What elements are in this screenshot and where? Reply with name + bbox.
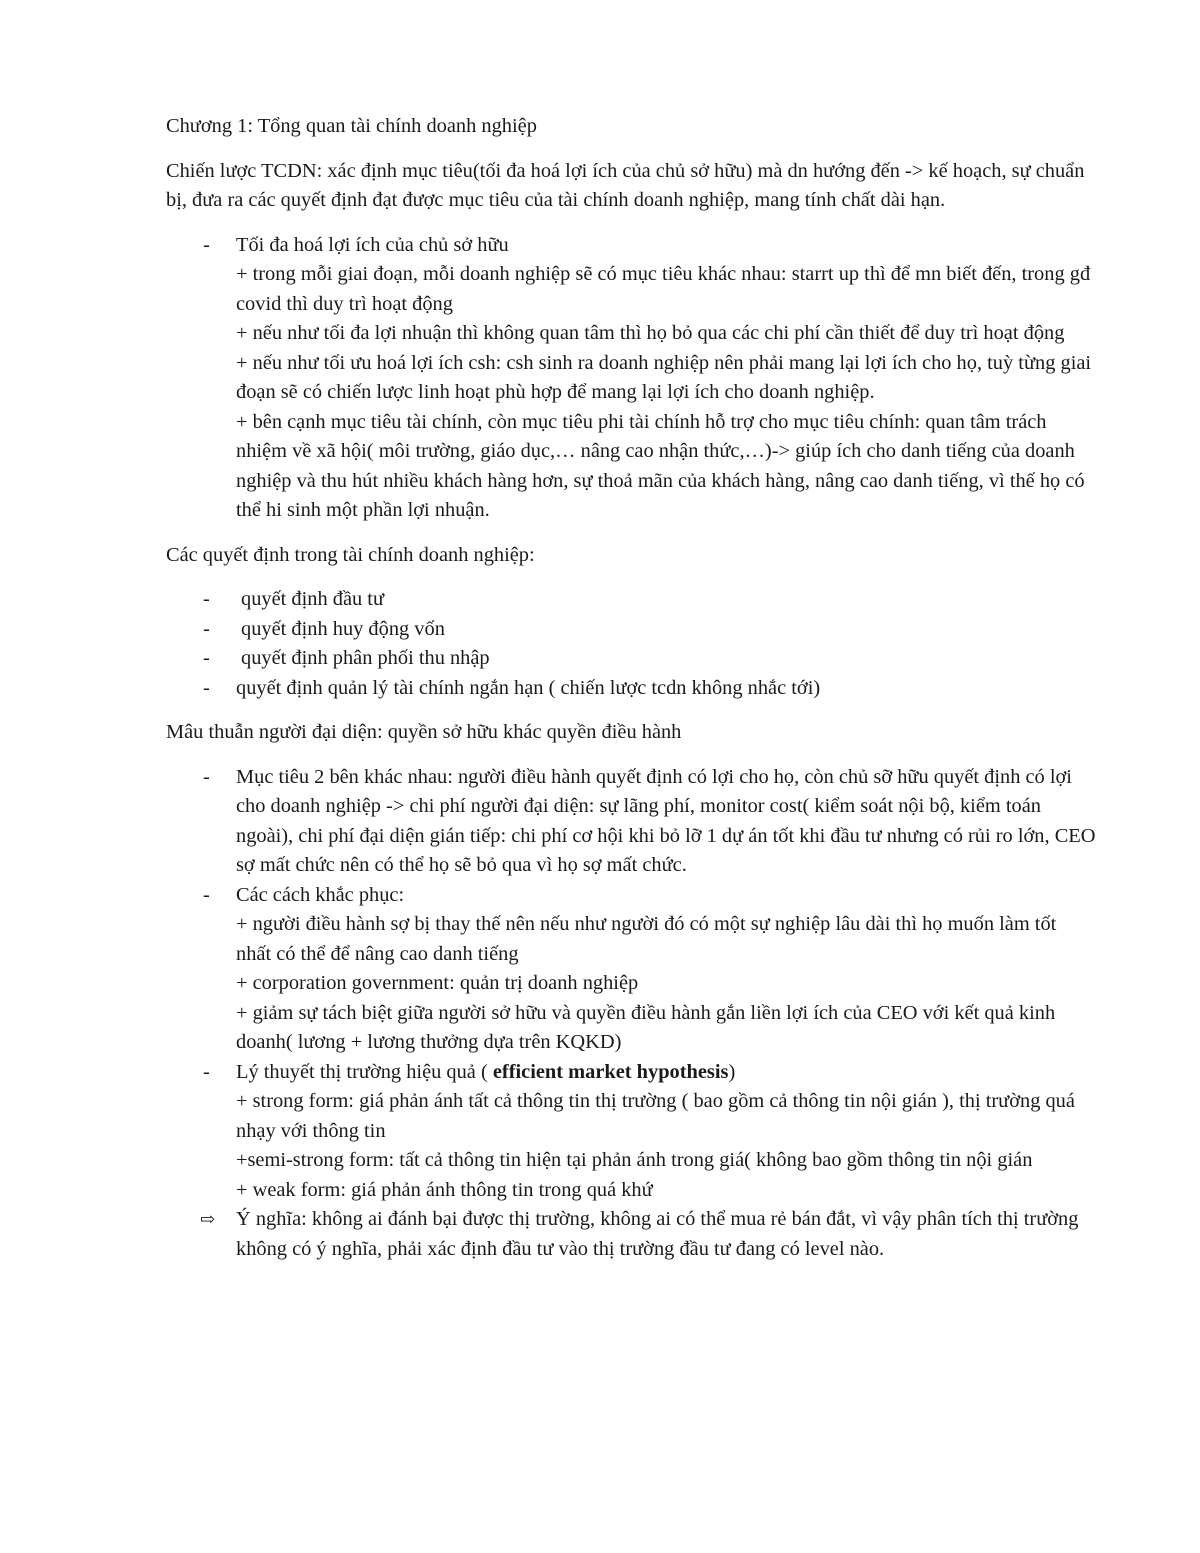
list-item bbox=[166, 615, 1096, 645]
dash-marker: - bbox=[203, 233, 210, 256]
list-item bbox=[166, 1058, 1096, 1206]
goal-list bbox=[166, 231, 1096, 526]
dash-marker: - bbox=[203, 588, 210, 610]
list-item bbox=[166, 881, 1096, 1058]
agency-list bbox=[166, 763, 1096, 1265]
decisions-list bbox=[166, 585, 1096, 703]
conclusion-text: Ý nghĩa: không ai đánh bại được thị trường, không ai có thể mua rẻ bán đắt, vì vậy phân tích thị trường không có ý nghĩa, phải xác định đầu tư vào thị trường đầu tư đang có level nào. bbox=[236, 1208, 1079, 1260]
dash-marker: - bbox=[203, 647, 210, 669]
list-item-heading: Các cách khắc phục: bbox=[236, 883, 405, 906]
list-item-heading: Tối đa hoá lợi ích của chủ sở hữu bbox=[236, 233, 509, 256]
sub-point: + người điều hành sợ bị thay thế nên nếu như người đó có một sự nghiệp lâu dài thì họ muốn làm tốt nhất có thể để nâng cao danh tiếng bbox=[236, 913, 1057, 965]
list-item bbox=[166, 674, 1096, 704]
sub-point: + nếu như tối ưu hoá lợi ích csh: csh sinh ra doanh nghiệp nên phải mang lại lợi ích cho họ, tuỳ từng giai đoạn sẽ có chiến lược linh hoạt phù hợp để mang lại lợi ích cho doanh nghiệp. bbox=[236, 351, 1092, 403]
agency-heading: Mâu thuẫn người đại diện: quyền sở hữu khác quyền điều hành bbox=[166, 721, 682, 743]
list-item bbox=[166, 1205, 1096, 1264]
sub-point: +semi-strong form: tất cả thông tin hiện tại phản ánh trong giá( không bao gồm thông tin nội gián bbox=[236, 1149, 1033, 1171]
list-item-text: quyết định đầu tư bbox=[241, 588, 385, 610]
sub-point: + giảm sự tách biệt giữa người sở hữu và quyền điều hành gắn liền lợi ích của CEO với kết quả kinh doanh( lương + lương thưởng dựa trên KQKD) bbox=[236, 1001, 1056, 1053]
emh-heading-bold: efficient market hypothesis bbox=[492, 1060, 729, 1083]
list-item-heading bbox=[236, 1058, 1096, 1088]
emh-heading-post: ) bbox=[728, 1060, 736, 1083]
dash-marker: - bbox=[203, 676, 210, 699]
list-item-text: quyết định huy động vốn bbox=[241, 617, 445, 640]
list-item bbox=[166, 644, 1096, 674]
dash-marker: - bbox=[203, 1060, 210, 1083]
list-item bbox=[166, 585, 1096, 615]
chapter-title: Chương 1: Tổng quan tài chính doanh nghiệp bbox=[166, 115, 537, 137]
sub-point: + corporation government: quản trị doanh nghiệp bbox=[236, 972, 639, 994]
emh-heading-pre: Lý thuyết thị trường hiệu quả ( bbox=[236, 1060, 493, 1083]
arrow-icon: ⇨ bbox=[200, 1209, 216, 1229]
sub-point: + strong form: giá phản ánh tất cả thông tin thị trường ( bao gồm cả thông tin nội gián ), thị trường quá nhạy với thông tin bbox=[236, 1090, 1075, 1142]
document-page bbox=[166, 112, 1096, 1279]
sub-point: + weak form: giá phản ánh thông tin trong quá khứ bbox=[236, 1178, 653, 1201]
list-item-text: quyết định quản lý tài chính ngắn hạn ( chiến lược tcdn không nhắc tới) bbox=[236, 676, 821, 699]
strategy-paragraph: Chiến lược TCDN: xác định mục tiêu(tối đa hoá lợi ích của chủ sở hữu) mà dn hướng đến -> kế hoạch, sự chuẩn bị, đưa ra các quyết định đạt được mục tiêu của tài chính doanh nghiệp, mang tính chất dài hạn. bbox=[166, 159, 1085, 211]
list-item bbox=[166, 231, 1096, 526]
sub-point: + nếu như tối đa lợi nhuận thì không quan tâm thì họ bỏ qua các chi phí cần thiết để duy trì hoạt động bbox=[236, 322, 1065, 344]
sub-point: + trong mỗi giai đoạn, mỗi doanh nghiệp sẽ có mục tiêu khác nhau: starrt up thì để mn biết đến, trong gđ covid thì duy trì hoạt động bbox=[236, 263, 1091, 315]
dash-marker: - bbox=[203, 883, 210, 906]
list-item bbox=[166, 763, 1096, 881]
list-item-text: Mục tiêu 2 bên khác nhau: người điều hành quyết định có lợi cho họ, còn chủ sỡ hữu quyết định có lợi cho doanh nghiệp -> chi phí người đại diện: sự lãng phí, monitor cost( kiểm soát nội bộ, kiểm toán ngoài), chi phí đại diện gián tiếp: chi phí cơ hội khi bỏ lỡ 1 dự án tốt khi đầu tư nhưng có rủi ro lớn, CEO sợ mất chức nên có thể họ sẽ bỏ qua vì họ sợ mất chức. bbox=[236, 765, 1096, 876]
dash-marker: - bbox=[203, 617, 210, 640]
decisions-heading: Các quyết định trong tài chính doanh nghiệp: bbox=[166, 543, 535, 566]
dash-marker: - bbox=[203, 765, 210, 788]
sub-point: + bên cạnh mục tiêu tài chính, còn mục tiêu phi tài chính hỗ trợ cho mục tiêu chính: quan tâm trách nhiệm về xã hội( môi trường, giáo dục,… nâng cao nhận thức,…)-> giúp ích cho danh tiếng của doanh nghiệp và thu hút nhiều khách hàng hơn, sự thoả mãn của khách hàng, nâng cao danh tiếng, vì thế họ có thể hi sinh một phần lợi nhuận. bbox=[236, 410, 1085, 521]
list-item-text: quyết định phân phối thu nhập bbox=[241, 647, 490, 669]
